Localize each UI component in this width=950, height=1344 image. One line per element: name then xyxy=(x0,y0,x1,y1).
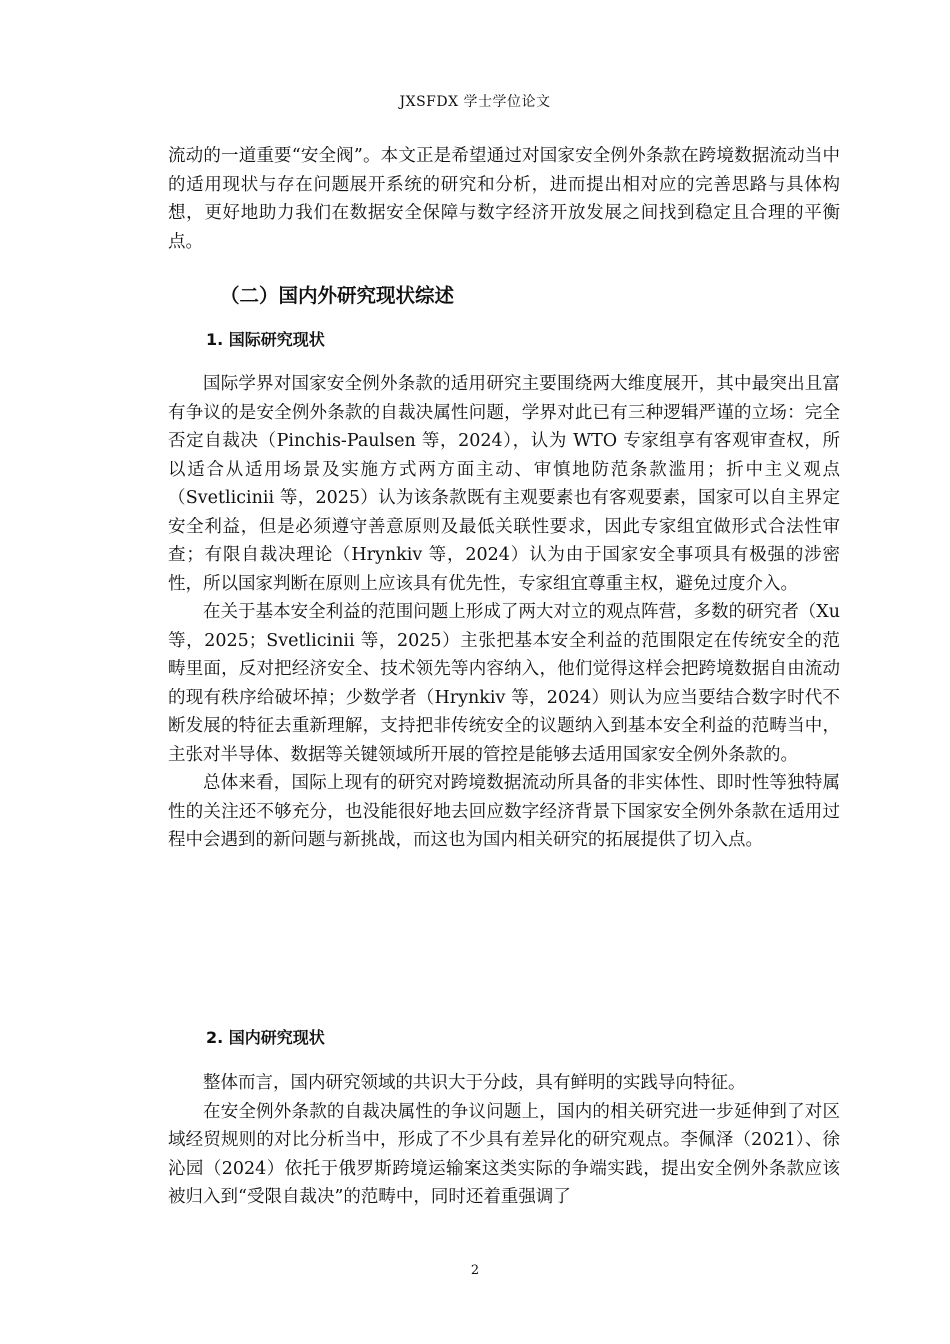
page-number: 2 xyxy=(470,1263,480,1278)
subsection-heading-domestic: 2. 国内研究现状 xyxy=(206,1028,325,1047)
intro-paragraph: 流动的一道重要“安全阀”。本文正是希望通过对国家安全例外条款在跨境数据流动当中的适用现状与存在问题展开系统的研究和分析，进而提出相对应的完善思路与具体构想，更好地助力我们在数据安全保障与数字经济开放发展之间找到稳定且合理的平衡点。 xyxy=(168,146,840,252)
body-paragraph: 总体来看，国际上现有的研究对跨境数据流动所具备的非实体性、即时性等独特属性的关注还不够充分，也没能很好地去回应数字经济背景下国家安全例外条款在适用过程中会遇到的新问题与新挑战，而这也为国内相关研究的拓展提供了切入点。 xyxy=(168,773,840,850)
body-paragraph: 国际学界对国家安全例外条款的适用研究主要围绕两大维度展开，其中最突出且富有争议的是安全例外条款的自裁决属性问题，学界对此已有三种逻辑严谨的立场：完全否定自裁决（Pinchis-Paulsen 等，2024），认为 WTO 专家组享有客观审查权，所以适合从适用场景及实施方式两方面主动、审慎地防范条款滥用；折中主义观点（Svetlicinii 等，2025）认为该条款既有主观要素也有客观要素，国家可以自主界定安全利益，但是必须遵守善意原则及最低关联性要求，因此专家组宜做形式合法性审查；有限自裁决理论（Hrynkiv 等，2024）认为由于国家安全事项具有极强的涉密性，所以国家判断在原则上应该具有优先性，专家组宜尊重主权，避免过度介入。 xyxy=(168,374,840,594)
body-paragraph: 整体而言，国内研究领域的共识大于分歧，具有鲜明的实践导向特征。 xyxy=(203,1073,746,1093)
international-research-block xyxy=(168,370,840,855)
domestic-research-block xyxy=(168,1069,840,1212)
body-paragraph: 在关于基本安全利益的范围问题上形成了两大对立的观点阵营，多数的研究者（Xu 等，2025；Svetlicinii 等，2025）主张把基本安全利益的范围限定在传统安全的范畴里面，反对把经济安全、技术领先等内容纳入，他们觉得这样会把跨境数据自由流动的现有秩序给破坏掉；少数学者（Hrynkiv 等，2024）则认为应当要结合数字时代不断发展的特征去重新理解，支持把非传统安全的议题纳入到基本安全利益的范畴当中，主张对半导体、数据等关键领域所开展的管控是能够去适用国家安全例外条款的。 xyxy=(168,602,840,765)
subsection-heading-international: 1. 国际研究现状 xyxy=(206,330,325,349)
section-heading: （二）国内外研究现状综述 xyxy=(220,284,455,307)
page-header: JXSFDX 学士学位论文 xyxy=(399,94,551,110)
intro-block xyxy=(168,142,840,256)
body-paragraph: 在安全例外条款的自裁决属性的争议问题上，国内的相关研究进一步延伸到了对区域经贸规则的对比分析当中，形成了不少具有差异化的研究观点。李佩泽（2021）、徐沁园（2024）依托于俄罗斯跨境运输案这类实际的争端实践，提出安全例外条款应该被归入到“受限自裁决”的范畴中，同时还着重强调了 xyxy=(168,1101,840,1207)
